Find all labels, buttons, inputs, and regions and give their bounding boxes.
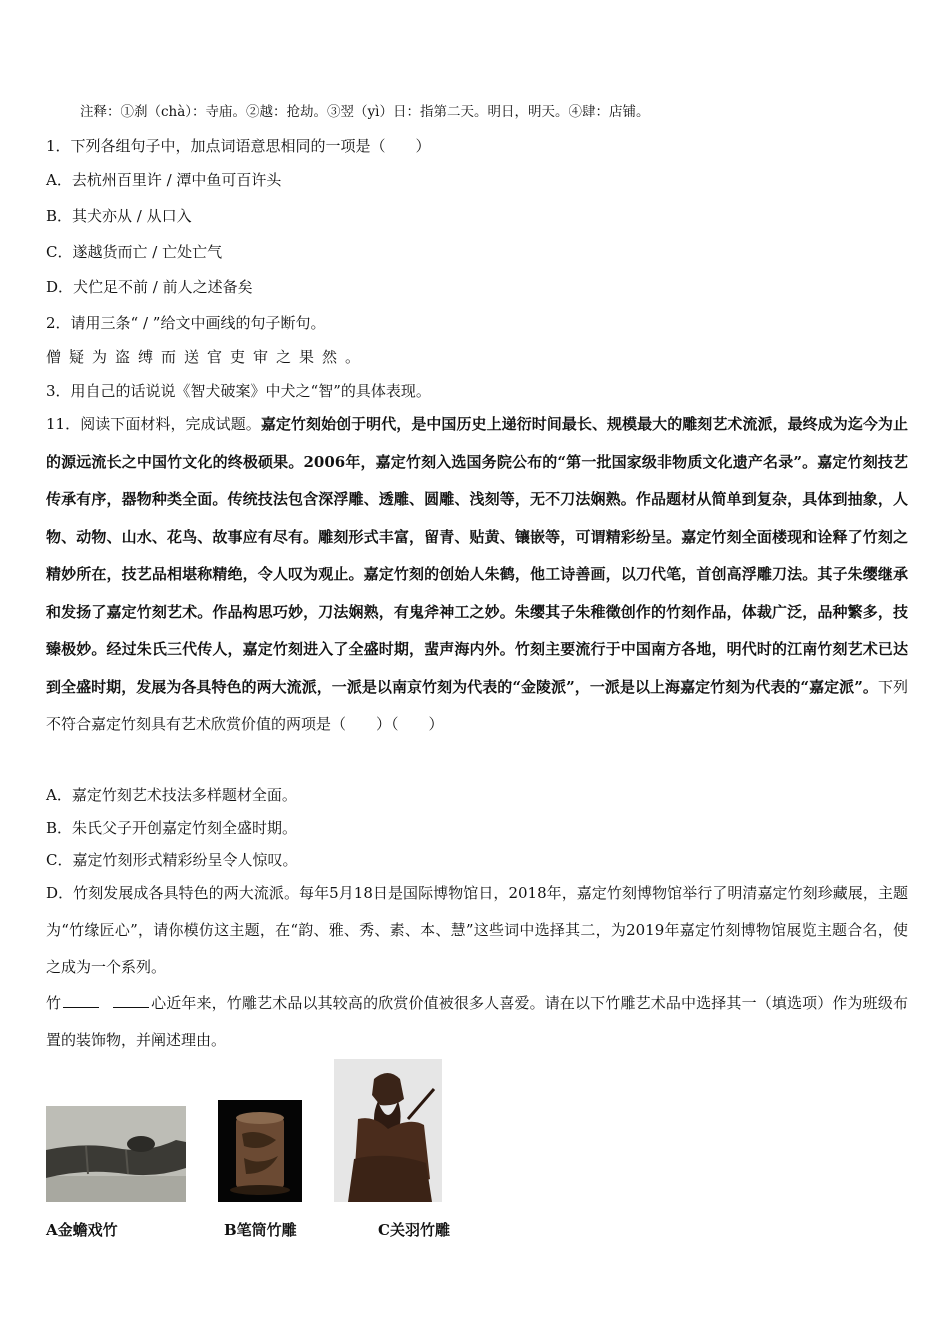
guanyu-statue-photo	[334, 1059, 442, 1202]
q11-followup: 每年5月18日是国际博物馆日，2018年，嘉定竹刻博物馆举行了明清嘉定竹刻珍藏展，主题为“竹缘匠心”，请你模仿这主题，在“韵、雅、秀、素、本、慧”这些词中选择其二，为2019年嘉定竹刻博物馆展览主题合名，使之成为一个系列。	[46, 884, 909, 976]
answer-blank-1[interactable]	[63, 993, 99, 1008]
q2-stem: 2．请用三条“ / ”给文中画线的句子断句。	[46, 314, 326, 332]
blank-middle: 心	[150, 994, 167, 1012]
blank-prefix: 竹	[46, 994, 62, 1012]
q1-option-c: C．遂越货而亡 / 亡处亡气	[46, 243, 223, 261]
q2-sentence: 僧疑为盗缚而送官吏审之果然。	[46, 348, 369, 366]
q11-body: 嘉定竹刻始创于明代，是中国历史上递衍时间最长、规模最大的雕刻艺术流派，最终成为迄今为止的源远流长之中国竹文化的终极硕果。2006年，嘉定竹刻入选国务院公布的“第一批国家级非物质文化遗产名录”。嘉定竹刻技艺传承有序，器物种类全面。传统技法包含深浮雕、透雕、圆雕、浅刻等，无不刀法娴熟。作品题材从简单到复杂，具体到抽象，人物、动物、山水、花鸟、故事应有尽有。雕刻形式丰富，留青、贴黄、镶嵌等，可谓精彩纷呈。嘉定竹刻全面楼现和诠释了竹刻之精妙所在，技艺品相堪称精绝，令人叹为观止。嘉定竹刻的创始人朱鹤，他工诗善画，以刀代笔，首创高浮雕刀法。其子朱缨继承和发扬了嘉定竹刻艺术。作品构思巧妙，刀法娴熟，有鬼斧神工之妙。朱缨其子朱稚徵创作的竹刻作品，体裁广泛，品种繁多，技臻极妙。经过朱氏三代传人，嘉定竹刻进入了全盛时期，蜚声海内外。竹刻主要流行于中国南方各地，明代时的江南竹刻艺术已达到全盛时期，发展为各具特色的两大流派，一派是以南京竹刻为代表的“金陵派”，一派是以上海嘉定竹刻为代表的“嘉定派”。	[46, 415, 908, 696]
q11-option-c: C．嘉定竹刻形式精彩纷呈令人惊叹。	[46, 851, 298, 869]
q11-option-b: B．朱氏父子开创嘉定竹刻全盛时期。	[46, 819, 298, 837]
annotation-note: 注释：①刹（chà）：寺庙。②越：抢劫。③翌（yì）日：指第二天。明日，明天。④肆：店铺。	[80, 104, 650, 120]
q11-lead: 11．阅读下面材料，完成试题。	[46, 415, 261, 433]
q11-followup2: 近年来，竹雕艺术品以其较高的欣赏价值被很多人喜爱。请在以下竹雕艺术品中选择其一（填选项）作为班级布置的装饰物，并阐述理由。	[46, 994, 908, 1049]
caption-b: B笔筒竹雕	[224, 1221, 297, 1239]
caption-a: A金蟾戏竹	[46, 1221, 118, 1239]
q11-followup2-block	[46, 985, 908, 1059]
q1-option-d: D．犬伫足不前 / 前人之述备矣	[46, 278, 253, 296]
answer-blank-2[interactable]	[113, 993, 149, 1008]
q11-ask: 下列不符合嘉定竹刻具有艺术欣赏价值的两项是（ ）（ ）	[46, 677, 908, 733]
q1-stem: 1．下列各组句子中，加点词语意思相同的一项是（ ）	[46, 137, 431, 155]
q3-stem: 3．用自己的话说说《智犬破案》中犬之“智”的具体表现。	[46, 382, 431, 400]
q1-option-a: A．去杭州百里许 / 潭中鱼可百许头	[46, 171, 282, 189]
q11-passage	[46, 406, 908, 744]
caption-c: C关羽竹雕	[378, 1221, 450, 1239]
bamboo-toad-photo	[46, 1106, 186, 1202]
q11-option-d: D．竹刻发展成各具特色的两大流派。	[46, 884, 300, 902]
q11-option-d-block	[46, 875, 908, 986]
q1-option-b: B．其犬亦从 / 从口入	[46, 207, 192, 225]
q11-option-a: A．嘉定竹刻艺术技法多样题材全面。	[46, 786, 297, 804]
brush-pot-photo	[218, 1100, 302, 1202]
